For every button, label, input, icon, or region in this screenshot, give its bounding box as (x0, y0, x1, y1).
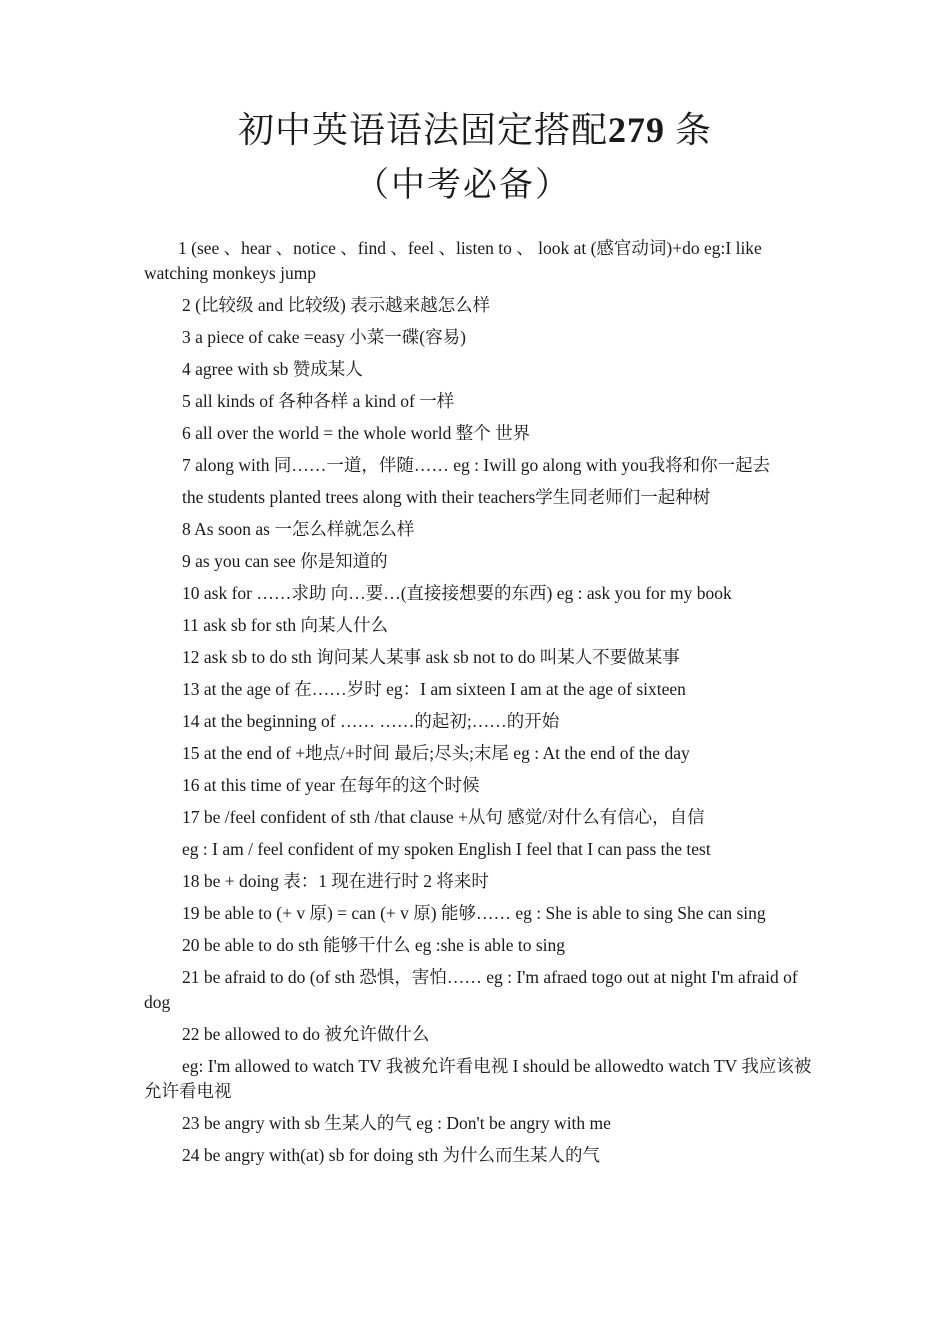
entry-20: 20 be able to do sth 能够干什么 eg :she is able to sing (182, 935, 566, 955)
entry-16: 16 at this time of year 在每年的这个时候 (182, 775, 480, 795)
entry-7: 7 along with 同……一道，伴随…… eg : Iwill go along with you我将和你一起去 (182, 455, 771, 475)
entry-1: 1 (see 、hear 、notice 、find 、feel 、listen to 、 look at (感官动词)+do eg:I like watching monkeys jump (144, 238, 762, 283)
title-number: 279 (608, 110, 665, 150)
entry-14: 14 at the beginning of …… ……的起初;……的开始 (182, 711, 560, 731)
entry-10: 10 ask for ……求助 向…要…(直接接想要的东西) eg : ask you for my book (182, 583, 732, 603)
entry-6: 6 all over the world = the whole world 整个 世界 (182, 423, 531, 443)
entry-17: 17 be /feel confident of sth /that clause +从句 感觉/对什么有信心，自信 (182, 807, 705, 827)
entry-7-example: the students planted trees along with their teachers学生同老师们一起种树 (182, 487, 711, 507)
entry-21: 21 be afraid to do (of sth 恐惧，害怕…… eg : I'm afraed togo out at night I'm afraid of dog (144, 967, 798, 1012)
document-body (144, 236, 812, 1175)
entry-17-example: eg : I am / feel confident of my spoken English I feel that I can pass the test (182, 839, 711, 859)
entry-24: 24 be angry with(at) sb for doing sth 为什么而生某人的气 (182, 1145, 601, 1165)
entry-8: 8 As soon as 一怎么样就怎么样 (182, 519, 415, 539)
entry-23: 23 be angry with sb 生某人的气 eg : Don't be angry with me (182, 1113, 611, 1133)
entry-22: 22 be allowed to do 被允许做什么 (182, 1024, 430, 1044)
entry-13: 13 at the age of 在……岁时 eg：I am sixteen I am at the age of sixteen (182, 679, 686, 699)
entry-4: 4 agree with sb 赞成某人 (182, 359, 363, 379)
entry-3: 3 a piece of cake =easy 小菜一碟(容易) (182, 327, 466, 347)
entry-18: 18 be + doing 表：1 现在进行时 2 将来时 (182, 871, 489, 891)
page-subtitle: （中考必备） (355, 167, 571, 204)
entry-22-example: eg: I'm allowed to watch TV 我被允许看电视 I should be allowedto watch TV 我应该被允许看电视 (144, 1056, 812, 1101)
entry-11: 11 ask sb for sth 向某人什么 (182, 615, 388, 635)
entry-15: 15 at the end of +地点/+时间 最后;尽头;末尾 eg : At the end of the day (182, 743, 690, 763)
entry-5: 5 all kinds of 各种各样 a kind of 一样 (182, 391, 455, 411)
entry-19: 19 be able to (+ v 原) = can (+ v 原) 能够…… eg : She is able to sing She can sing (182, 903, 766, 923)
page-title (0, 106, 950, 154)
entry-9: 9 as you can see 你是知道的 (182, 551, 388, 571)
title-main: 初中英语语法固定搭配 (237, 110, 608, 150)
entry-12: 12 ask sb to do sth 询问某人某事 ask sb not to do 叫某人不要做某事 (182, 647, 680, 667)
title-suffix: 条 (675, 110, 713, 150)
entry-2: 2 (比较级 and 比较级) 表示越来越怎么样 (182, 295, 491, 315)
